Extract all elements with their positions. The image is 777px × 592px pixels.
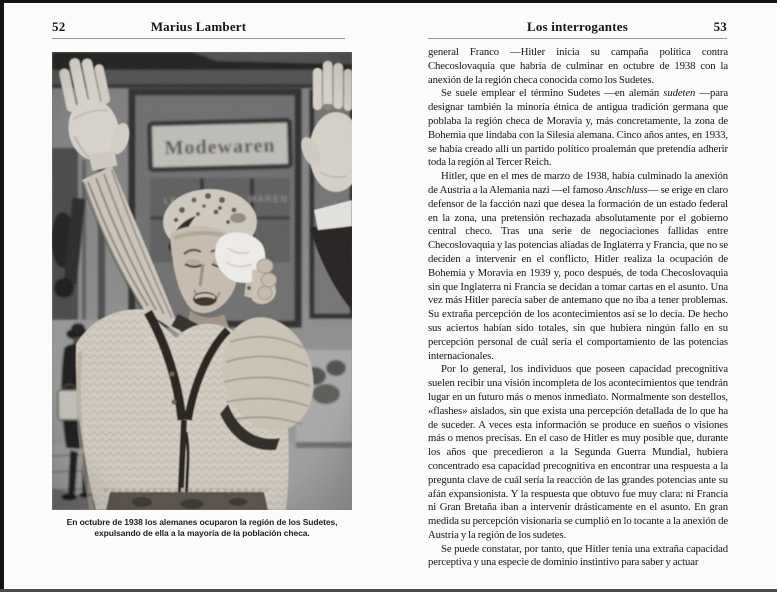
caption-line-2: expulsando de ella a la mayoría de la población checa. bbox=[94, 528, 310, 538]
photo-illustration bbox=[52, 52, 352, 510]
photo bbox=[52, 52, 352, 510]
scan-border-top bbox=[0, 0, 777, 3]
photo-caption bbox=[52, 517, 352, 539]
paragraph: Se puede constatar, por tanto, que Hitler tenía una extraña capacidad perceptiva y una especie de dominio instintivo para saber y actuar bbox=[428, 542, 728, 569]
paragraph: Se suele emplear el término Sudetes —en alemán sudeten —para designar también la minoría étnica de antigua tradición germana que poblaba la región checa de Moravia y, más concretamente, la zona de Bohemia que lindaba con la Silesia alemana. Cinco años antes, en 1933, se había creado allí un partido político proalemán que pretendía adherir toda la región al Tercer Reich. bbox=[428, 87, 728, 169]
paragraph: Por lo general, los individuos que poseen capacidad precognitiva suelen recibir una visión incompleta de los acontecimientos que tendrán lugar en un futuro más o menos inmediato. Normalmente son destellos, «flashes» aislados, sin que exista una percepción detallada de lo que ha de suceder. A veces esta información se produce en sueños o visiones más o menos precisas. En el caso de Hitler es muy posible que, durante los años que precedieron a la Segunda Guerra Mundial, hubiera concentrado esa capacidad precognitiva en encontrar una respuesta a la pregunta clave de cuál sería la reacción de las grandes potencias ante su afán expansionista. Y la respuesta que obtuvo fue muy clara: ni Francia ni Gran Bretaña iban a intervenir drásticamente en el asunto. En gran medida su percepción visionaria se cumplió en lo tocante a la anexión de Austria y la región de los sudetes. bbox=[428, 363, 728, 541]
page-number-right: 53 bbox=[713, 19, 727, 34]
page-number-left: 52 bbox=[52, 19, 66, 34]
paragraph: general Franco —Hitler inicia su campaña política contra Checoslovaquia que habría de culminar en octubre de 1938 con la anexión de la región checa conocida como los Sudetes. bbox=[428, 46, 728, 86]
running-header-author: Marius Lambert bbox=[150, 19, 247, 34]
paragraph: Hitler, que en el mes de marzo de 1938, había culminado la anexión de Austria a la Alemania nazi —el famoso Anschluss— se erige en claro defensor de la facción nazi que desea la formación de un estado federal en la zona, una pretensión rechazada absolutamente por el gobierno central checo. Tras una serie de negociaciones fallidas entre Checoslovaquia y las potencias aliadas de Inglaterra y Francia, que no se deciden a intervenir en el conflicto, Hitler realiza la ocupación de Bohemia y Moravia en 1939 y, poco después, de toda Checoslovaquia sin que Inglaterra ni Francia se decidan a tomar cartas en el asunto. Una vez más Hitler parecía saber de antemano que no iba a tener problemas. Su extraña percepción de los acontecimientos así se lo decía. De hecho sus aciertos habían sido totales, sin que hubiera ningún fallo en su percepción personal de cuál sería el comportamiento de las potencias internacionales. bbox=[428, 170, 728, 362]
body-text bbox=[428, 46, 728, 578]
caption-line-1: En octubre de 1938 los alemanes ocuparon la región de los Sudetes, bbox=[66, 517, 338, 527]
scan-border-left bbox=[0, 0, 4, 592]
header-rule-left bbox=[52, 38, 345, 39]
header-rule-right bbox=[428, 38, 727, 39]
running-header-title: Los interrogantes bbox=[526, 19, 628, 34]
